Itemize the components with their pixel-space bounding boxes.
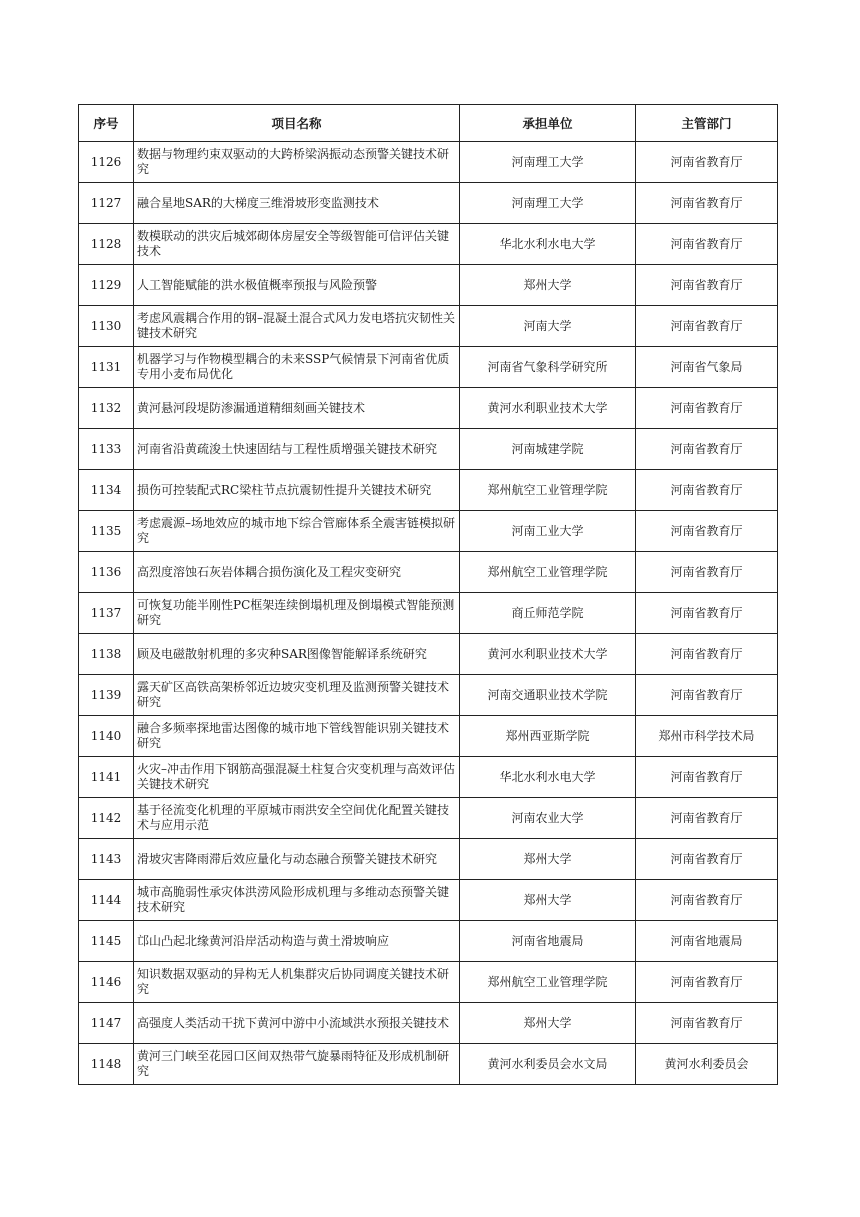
cell-undertaking-unit: 华北水利水电大学 [460,224,636,265]
cell-project-name: 人工智能赋能的洪水极值概率预报与风险预警 [134,265,460,306]
table-row [79,1044,778,1085]
cell-undertaking-unit: 郑州航空工业管理学院 [460,470,636,511]
cell-supervising-department: 河南省教育厅 [636,142,778,183]
cell-serial-number: 1141 [79,757,134,798]
table-row [79,470,778,511]
cell-serial-number: 1139 [79,675,134,716]
table-row [79,142,778,183]
project-table [78,104,778,1085]
header-serial-number: 序号 [79,105,134,142]
table-row [79,798,778,839]
cell-serial-number: 1134 [79,470,134,511]
cell-supervising-department: 河南省教育厅 [636,552,778,593]
cell-supervising-department: 河南省教育厅 [636,183,778,224]
cell-undertaking-unit: 郑州西亚斯学院 [460,716,636,757]
cell-project-name: 融合星地SAR的大梯度三维滑坡形变监测技术 [134,183,460,224]
cell-project-name: 高烈度溶蚀石灰岩体耦合损伤演化及工程灾变研究 [134,552,460,593]
cell-serial-number: 1129 [79,265,134,306]
cell-project-name: 数据与物理约束双驱动的大跨桥梁涡振动态预警关键技术研究 [134,142,460,183]
cell-project-name: 考虑震源–场地效应的城市地下综合管廊体系全震害链模拟研究 [134,511,460,552]
cell-serial-number: 1128 [79,224,134,265]
cell-undertaking-unit: 黄河水利职业技术大学 [460,388,636,429]
cell-supervising-department: 河南省教育厅 [636,306,778,347]
cell-undertaking-unit: 河南交通职业技术学院 [460,675,636,716]
cell-supervising-department: 河南省地震局 [636,921,778,962]
cell-supervising-department: 河南省教育厅 [636,757,778,798]
cell-supervising-department: 郑州市科学技术局 [636,716,778,757]
cell-undertaking-unit: 河南农业大学 [460,798,636,839]
table-body [79,142,778,1085]
cell-project-name: 基于径流变化机理的平原城市雨洪安全空间优化配置关键技术与应用示范 [134,798,460,839]
cell-supervising-department: 河南省教育厅 [636,470,778,511]
cell-undertaking-unit: 郑州大学 [460,880,636,921]
cell-undertaking-unit: 商丘师范学院 [460,593,636,634]
header-project-name: 项目名称 [134,105,460,142]
cell-project-name: 顾及电磁散射机理的多灾种SAR图像智能解译系统研究 [134,634,460,675]
cell-supervising-department: 河南省教育厅 [636,675,778,716]
table-row [79,839,778,880]
table-row [79,511,778,552]
cell-project-name: 损伤可控装配式RC梁柱节点抗震韧性提升关键技术研究 [134,470,460,511]
cell-serial-number: 1131 [79,347,134,388]
cell-serial-number: 1135 [79,511,134,552]
cell-serial-number: 1136 [79,552,134,593]
cell-serial-number: 1146 [79,962,134,1003]
cell-project-name: 火灾–冲击作用下钢筋高强混凝土柱复合灾变机理与高效评估关键技术研究 [134,757,460,798]
cell-project-name: 知识数据双驱动的异构无人机集群灾后协同调度关键技术研究 [134,962,460,1003]
cell-supervising-department: 河南省教育厅 [636,798,778,839]
table-row [79,429,778,470]
cell-supervising-department: 河南省教育厅 [636,511,778,552]
table-row [79,675,778,716]
cell-undertaking-unit: 黄河水利委员会水文局 [460,1044,636,1085]
cell-undertaking-unit: 河南理工大学 [460,183,636,224]
cell-supervising-department: 河南省气象局 [636,347,778,388]
table-row [79,265,778,306]
cell-supervising-department: 河南省教育厅 [636,1003,778,1044]
cell-serial-number: 1138 [79,634,134,675]
cell-serial-number: 1147 [79,1003,134,1044]
table-row [79,634,778,675]
cell-project-name: 高强度人类活动干扰下黄河中游中小流域洪水预报关键技术 [134,1003,460,1044]
cell-undertaking-unit: 河南城建学院 [460,429,636,470]
cell-project-name: 黄河三门峡至花园口区间双热带气旋暴雨特征及形成机制研究 [134,1044,460,1085]
cell-supervising-department: 河南省教育厅 [636,429,778,470]
cell-supervising-department: 河南省教育厅 [636,593,778,634]
cell-supervising-department: 河南省教育厅 [636,224,778,265]
cell-project-name: 数模联动的洪灾后城郊砌体房屋安全等级智能可信评估关键技术 [134,224,460,265]
cell-serial-number: 1132 [79,388,134,429]
table-row [79,306,778,347]
table-row [79,962,778,1003]
cell-project-name: 考虑风震耦合作用的钢–混凝土混合式风力发电塔抗灾韧性关键技术研究 [134,306,460,347]
cell-undertaking-unit: 河南理工大学 [460,142,636,183]
cell-supervising-department: 黄河水利委员会 [636,1044,778,1085]
cell-supervising-department: 河南省教育厅 [636,839,778,880]
cell-undertaking-unit: 郑州航空工业管理学院 [460,552,636,593]
cell-serial-number: 1145 [79,921,134,962]
cell-undertaking-unit: 郑州大学 [460,265,636,306]
header-supervising-department: 主管部门 [636,105,778,142]
cell-serial-number: 1133 [79,429,134,470]
table-row [79,183,778,224]
table-row [79,757,778,798]
cell-undertaking-unit: 河南大学 [460,306,636,347]
cell-serial-number: 1148 [79,1044,134,1085]
header-undertaking-unit: 承担单位 [460,105,636,142]
cell-undertaking-unit: 河南省地震局 [460,921,636,962]
cell-supervising-department: 河南省教育厅 [636,388,778,429]
cell-serial-number: 1142 [79,798,134,839]
cell-serial-number: 1137 [79,593,134,634]
table-row [79,388,778,429]
cell-serial-number: 1140 [79,716,134,757]
cell-undertaking-unit: 黄河水利职业技术大学 [460,634,636,675]
cell-serial-number: 1127 [79,183,134,224]
cell-project-name: 河南省沿黄疏浚土快速固结与工程性质增强关键技术研究 [134,429,460,470]
cell-project-name: 机器学习与作物模型耦合的未来SSP气候情景下河南省优质专用小麦布局优化 [134,347,460,388]
cell-serial-number: 1130 [79,306,134,347]
table-row [79,1003,778,1044]
cell-project-name: 可恢复功能半刚性PC框架连续倒塌机理及倒塌模式智能预测研究 [134,593,460,634]
table-row [79,224,778,265]
table-row [79,921,778,962]
cell-project-name: 邙山凸起北缘黄河沿岸活动构造与黄土滑坡响应 [134,921,460,962]
cell-supervising-department: 河南省教育厅 [636,880,778,921]
cell-undertaking-unit: 河南省气象科学研究所 [460,347,636,388]
cell-undertaking-unit: 郑州大学 [460,1003,636,1044]
cell-project-name: 滑坡灾害降雨滞后效应量化与动态融合预警关键技术研究 [134,839,460,880]
table-row [79,552,778,593]
table-row [79,880,778,921]
table-row [79,593,778,634]
cell-supervising-department: 河南省教育厅 [636,962,778,1003]
cell-project-name: 融合多频率探地雷达图像的城市地下管线智能识别关键技术研究 [134,716,460,757]
table-row [79,347,778,388]
cell-undertaking-unit: 郑州大学 [460,839,636,880]
cell-project-name: 露天矿区高铁高架桥邻近边坡灾变机理及监测预警关键技术研究 [134,675,460,716]
cell-serial-number: 1143 [79,839,134,880]
cell-undertaking-unit: 郑州航空工业管理学院 [460,962,636,1003]
cell-undertaking-unit: 华北水利水电大学 [460,757,636,798]
cell-serial-number: 1126 [79,142,134,183]
header-row [79,105,778,142]
cell-supervising-department: 河南省教育厅 [636,634,778,675]
cell-undertaking-unit: 河南工业大学 [460,511,636,552]
table-header [79,105,778,142]
cell-project-name: 城市高脆弱性承灾体洪涝风险形成机理与多维动态预警关键技术研究 [134,880,460,921]
cell-project-name: 黄河悬河段堤防渗漏通道精细刻画关键技术 [134,388,460,429]
cell-serial-number: 1144 [79,880,134,921]
table-row [79,716,778,757]
cell-supervising-department: 河南省教育厅 [636,265,778,306]
